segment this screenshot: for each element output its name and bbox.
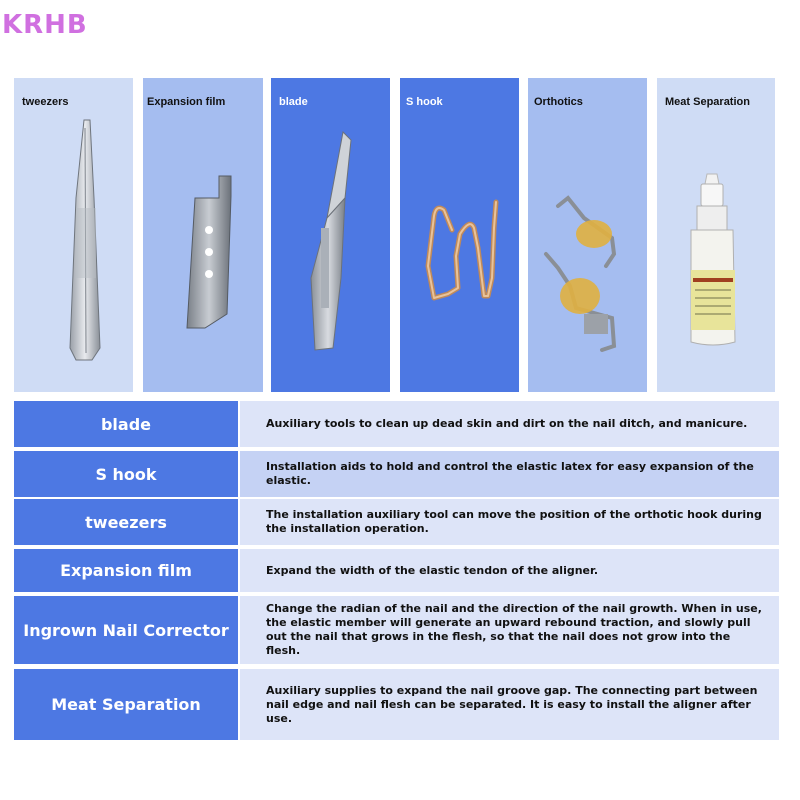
card-label: S hook: [406, 96, 443, 108]
table-row-tweezers: [14, 499, 779, 545]
row-desc: Change the radian of the nail and the direction of the nail growth. When in use, the elastic member will generate an upward rebound traction, and slowly pull out the nail that grows in the flesh, so that the nail does not grow into the flesh.: [240, 596, 779, 664]
row-name: S hook: [14, 451, 238, 497]
row-desc: The installation auxiliary tool can move the position of the orthotic hook during the installation operation.: [240, 499, 779, 545]
table-row-expansion-film: [14, 549, 779, 592]
row-name: Ingrown Nail Corrector: [14, 596, 238, 664]
row-name: tweezers: [14, 499, 238, 545]
table-row-ingrown-nail-corrector: [14, 596, 779, 664]
orthotic-hook-icon: [528, 78, 647, 392]
card-expansion-film: [143, 78, 263, 392]
card-label: blade: [279, 96, 308, 108]
row-desc: Installation aids to hold and control the elastic latex for easy expansion of the elastic.: [240, 451, 779, 497]
row-name: blade: [14, 401, 238, 447]
card-tweezers: [14, 78, 133, 392]
table-row-meat-separation: [14, 669, 779, 740]
tweezers-icon: [14, 78, 133, 392]
card-label: tweezers: [22, 96, 69, 108]
row-name: Expansion film: [14, 549, 238, 592]
s-hook-icon: [400, 78, 519, 392]
card-s-hook: [400, 78, 519, 392]
scalpel-blade-icon: [271, 78, 390, 392]
card-orthotics: [528, 78, 647, 392]
row-desc: Auxiliary supplies to expand the nail groove gap. The connecting part between nail edge and nail flesh can be separated. It is easy to install the aligner after use.: [240, 669, 779, 740]
brand-logo: KRHB: [2, 10, 88, 40]
card-meat-separation: [657, 78, 775, 392]
card-label: Meat Separation: [665, 96, 750, 108]
row-desc: Expand the width of the elastic tendon of the aligner.: [240, 549, 779, 592]
card-label: Expansion film: [147, 96, 226, 108]
liquid-bottle-icon: [657, 78, 775, 392]
table-row-blade: [14, 401, 779, 447]
expansion-film-icon: [143, 78, 263, 392]
table-row-s-hook: [14, 451, 779, 497]
card-label: Orthotics: [534, 96, 583, 108]
card-blade: [271, 78, 390, 392]
row-name: Meat Separation: [14, 669, 238, 740]
row-desc: Auxiliary tools to clean up dead skin and dirt on the nail ditch, and manicure.: [240, 401, 779, 447]
